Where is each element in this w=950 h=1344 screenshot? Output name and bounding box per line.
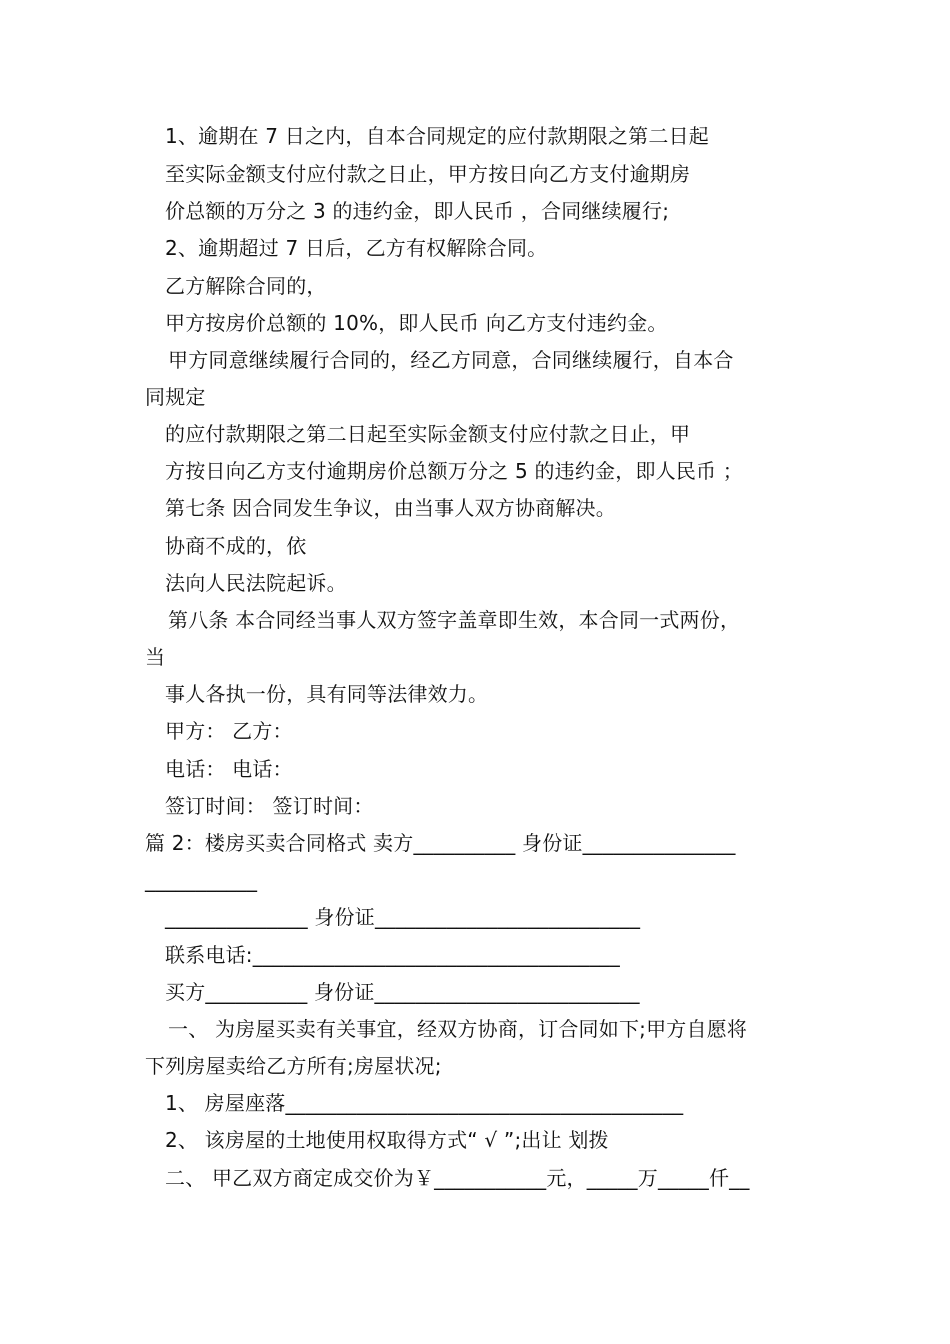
- signature-date-labels: 签订时间： 签订时间：: [165, 794, 374, 818]
- blank-line: ___________: [145, 868, 258, 892]
- text-line: 法向人民法院起诉。: [165, 571, 347, 595]
- text-line: 事人各执一份，具有同等法律效力。: [165, 682, 489, 706]
- section-heading: 篇 2：楼房买卖合同格式 卖方__________ 身份证_______________: [145, 831, 736, 855]
- text-line: 2、逾期超过 7 日后，乙方有权解除合同。: [165, 236, 548, 260]
- text-line: 方按日向乙方支付逾期房价总额万分之 5 的违约金，即人民币 ；: [165, 459, 743, 483]
- form-line: 联系电话:____________________________________: [165, 943, 620, 967]
- signature-phone-labels: 电话： 电话：: [165, 757, 293, 781]
- text-line: 2、 该房屋的土地使用权取得方式“ √ ”;出让 划拨: [165, 1128, 609, 1152]
- form-line: 买方__________ 身份证__________________________: [165, 980, 640, 1004]
- text-line: 当: [145, 645, 166, 669]
- text-line: 第八条 本合同经当事人双方签字盖章即生效，本合同一式两份，: [168, 608, 741, 632]
- text-line: 一、 为房屋买卖有关事宜，经双方协商，订合同如下;甲方自愿将: [168, 1017, 748, 1041]
- text-line: 的应付款期限之第二日起至实际金额支付应付款之日止，甲: [165, 422, 691, 446]
- text-line: 价总额的万分之 3 的违约金，即人民币 ，合同继续履行;: [165, 199, 670, 223]
- text-line: 下列房屋卖给乙方所有;房屋状况;: [145, 1054, 442, 1078]
- signature-party-labels: 甲方： 乙方：: [165, 719, 293, 743]
- form-line: 1、 房屋座落_______________________________________: [165, 1091, 684, 1115]
- text-line: 乙方解除合同的，: [165, 274, 327, 298]
- text-line: 1、逾期在 7 日之内，自本合同规定的应付款期限之第二日起: [165, 124, 709, 148]
- text-line: 同规定: [145, 385, 206, 409]
- form-line: ______________ 身份证__________________________: [165, 905, 641, 929]
- text-line: 甲方同意继续履行合同的，经乙方同意，合同继续履行，自本合: [168, 348, 734, 372]
- text-line: 甲方按房价总额的 10%，即人民币 向乙方支付违约金。: [165, 311, 668, 335]
- text-line: 协商不成的，依: [165, 534, 307, 558]
- text-line: 第七条 因合同发生争议，由当事人双方协商解决。: [165, 496, 616, 520]
- form-line: 二、 甲乙双方商定成交价为￥___________元，_____万_____仟__: [165, 1166, 750, 1190]
- text-line: 至实际金额支付应付款之日止，甲方按日向乙方支付逾期房: [165, 162, 691, 186]
